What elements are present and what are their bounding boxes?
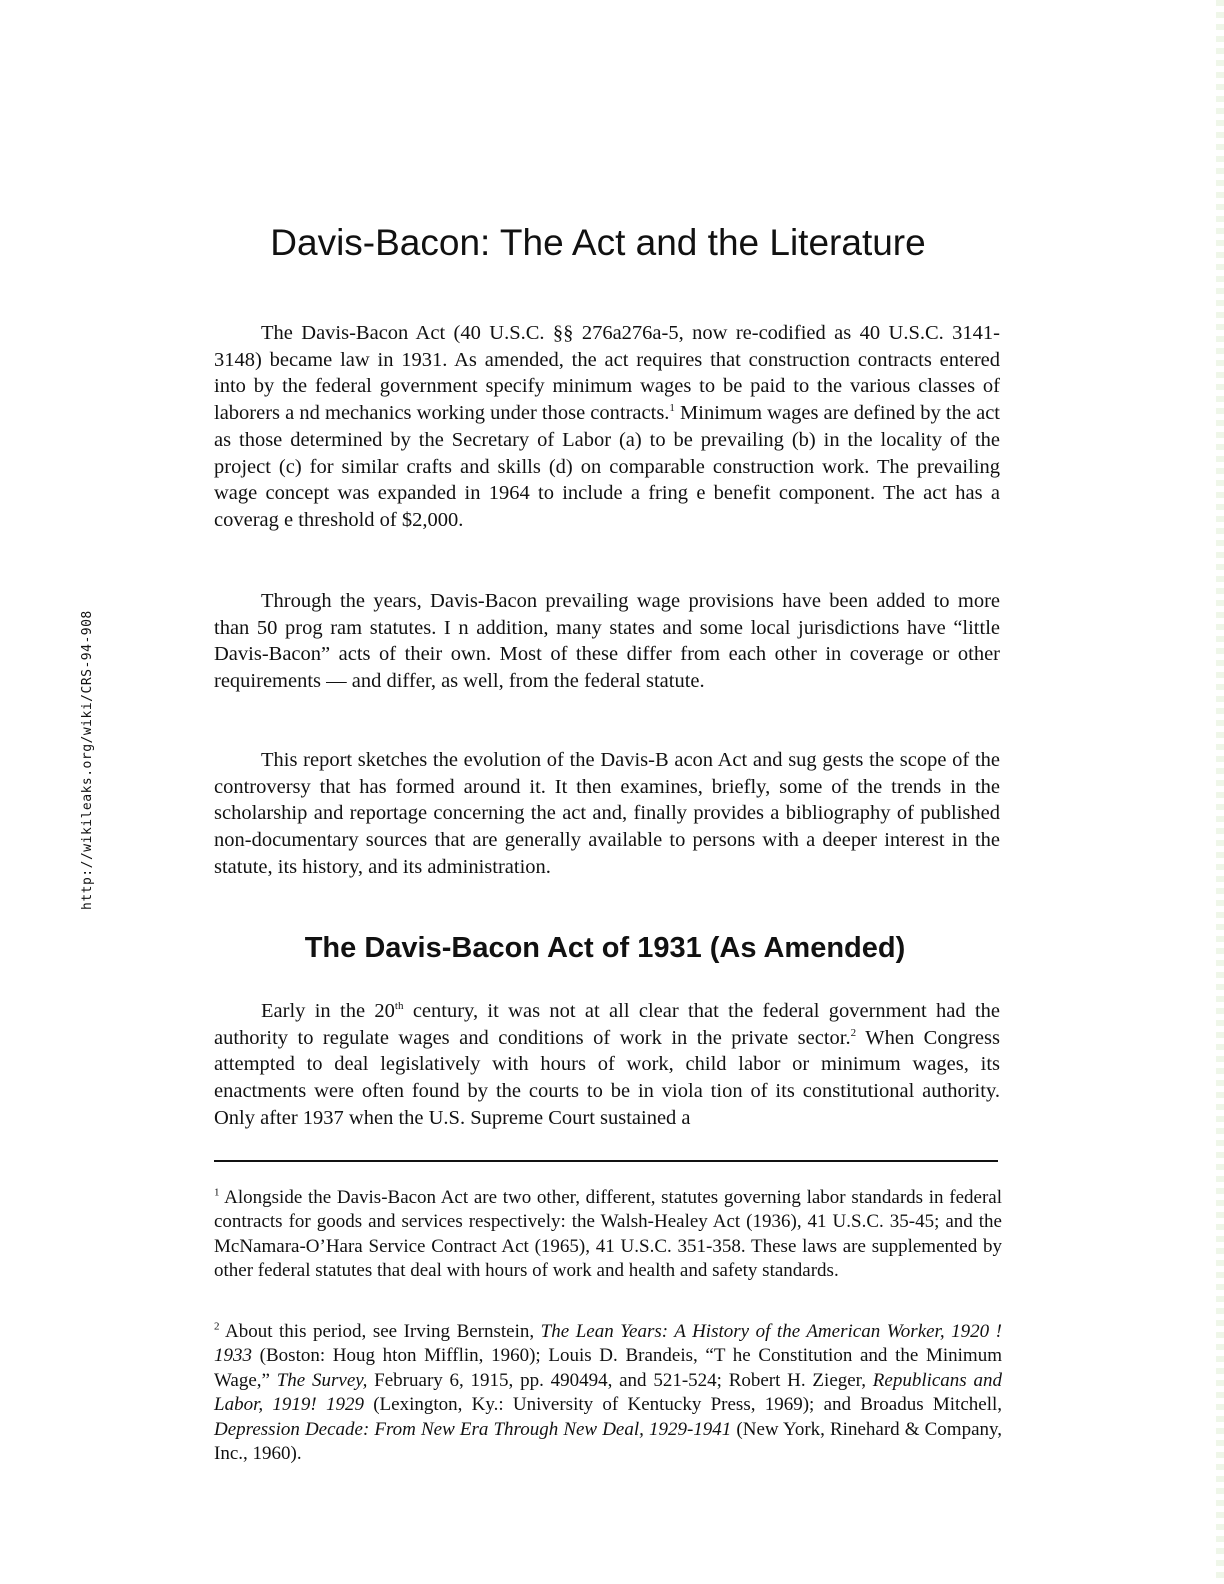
source-url: http://wikileaks.org/wiki/CRS-94-908 bbox=[80, 610, 95, 910]
footnote-1: $^1$ Alongside the Davis-Bacon Act are two other, different, statutes governing labor standards in federal contracts for goods and services respectively: the Walsh-Healey Act (1936), 41 U.S.C. 35-45; and the McNamara-O’Hara Service Contract Act (1965), 41 U.S.C. 351-358. These laws are supplemented by other federal statutes that deal with hours of work and health and safety standards. bbox=[214, 1186, 1002, 1282]
document-title: Davis-Bacon: The Act and the Literature bbox=[270, 222, 926, 263]
footnote-2: $^2$ About this period, see Irving Bernstein, The Lean Years: A History of the American Worker, 1920 ! 1933 (Boston: Houg hton Mifflin, 1960); Louis D. Brandeis, “T he Constitution and the Minimum Wage,” The Survey, February 6, 1915, pp. 490494, and 521-524; Robert H. Zieger, Republicans and Labor, 1919! 1929 (Lexington, Ky.: University of Kentucky Press, 1969); and Broadus Mitchell, Depression Decade: From New Era Through New Deal, 1929-1941 (New York, Rinehard & Company, Inc., 1960). bbox=[214, 1320, 1003, 1465]
intro-paragraph-3: This report sketches the evolution of the Davis-B acon Act and sug gests the scope of the controversy that has formed around it. It then examines, briefly, some of the trends in the scholarship and reportage concerning the act and, finally provides a bibliography of published non-documentary sources that are generally available to persons with a deeper interest in the statute, its history, and its administration. bbox=[214, 749, 1000, 878]
source-url-margin bbox=[20, 600, 110, 920]
scan-edge-artifact bbox=[1216, 0, 1224, 1584]
section-paragraph-1: Early in the 20th century, it was not at all clear that the federal government had the authority to regulate wages and conditions of work in the private sector.$^2$ When Congress attempted to deal legislatively with hours of work, child labor or minimum wages, its enactments were often found by the courts to be in viola tion of its constitutional authority. Only after 1937 when the U.S. Supreme Court sustained a bbox=[214, 1000, 1001, 1129]
intro-paragraph-2: Through the years, Davis-Bacon prevailing wage provisions have been added to more than 50 prog ram statutes. I n addition, many states and some local jurisdictions have “little Davis-Bacon” acts of their own. Most of these differ from each other in coverage or other requirements — and differ, as well, from the federal statute. bbox=[214, 590, 1000, 693]
footnote-ref-1: 1 bbox=[669, 402, 675, 415]
section-heading: The Davis-Bacon Act of 1931 (As Amended) bbox=[304, 932, 906, 964]
footnote-ref-2: 2 bbox=[850, 1026, 857, 1039]
intro-paragraph-1: The Davis-Bacon Act (40 U.S.C. §§ 276a276a-5, now re-codified as 40 U.S.C. 3141-3148) became law in 1931. As amended, the act requires that construction contracts entered into by the federal government specify minimum wages to be paid to the various classes of laborers a nd mechanics working under those contracts.$^1$ Minimum wages are defined by the act as those determined by the Secretary of Labor (a) to be prevailing (b) in the locality of the project (c) for similar crafts and skills (d) on comparable construction work. The prevailing wage concept was expanded in 1964 to include a fring e benefit component. The act has a coverag e threshold of $2,000. bbox=[214, 322, 1000, 531]
footnote-divider bbox=[214, 1160, 998, 1162]
